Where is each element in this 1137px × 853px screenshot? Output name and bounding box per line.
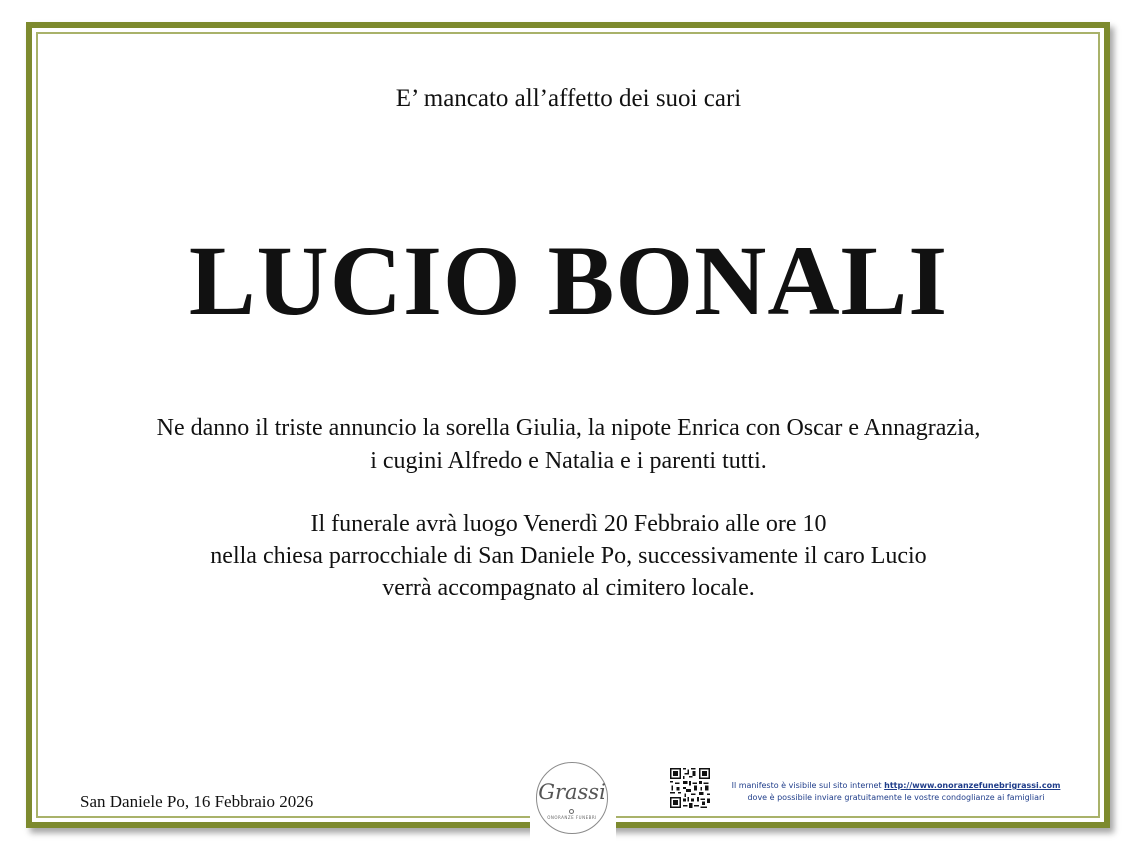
- funeral-line: nella chiesa parrocchiale di San Daniele Po, successivamente il caro Lucio: [210, 543, 927, 569]
- funeral-line: Il funerale avrà luogo Venerdì 20 Febbraio alle ore 10: [310, 511, 827, 537]
- website-note-prefix: Il manifesto è visibile sul sito internet: [731, 781, 882, 790]
- logo-circle: [536, 762, 608, 834]
- funeral-line: verrà accompagnato al cimitero locale.: [382, 575, 755, 601]
- logo-subtitle: ONORANZE FUNEBRI: [547, 815, 597, 820]
- website-note-line-2: dove è possibile inviare gratuitamente le vostre condoglianze ai famigliari: [747, 793, 1045, 802]
- announcement-text: [0, 412, 1137, 478]
- website-note: [716, 780, 1076, 804]
- website-link[interactable]: http://www.onoranzefunebrigrassi.com: [884, 781, 1061, 790]
- logo-dot-icon: [569, 809, 574, 814]
- announcement-line: i cugini Alfredo e Natalia e i parenti tutti.: [370, 448, 767, 474]
- website-note-line-1: [716, 780, 1076, 792]
- intro-text: E’ mancato all’affetto dei suoi cari: [395, 85, 742, 112]
- qr-code-icon[interactable]: [670, 768, 710, 808]
- place-date: San Daniele Po, 16 Febbraio 2026: [80, 792, 314, 811]
- deceased-name: LUCIO BONALI: [188, 225, 949, 336]
- funeral-home-logo: [530, 760, 616, 850]
- funeral-details: [0, 508, 1137, 604]
- announcement-line: Ne danno il triste annuncio la sorella Giulia, la nipote Enrica con Oscar e Annagrazia,: [156, 415, 981, 441]
- logo-script: Grassi: [538, 780, 606, 804]
